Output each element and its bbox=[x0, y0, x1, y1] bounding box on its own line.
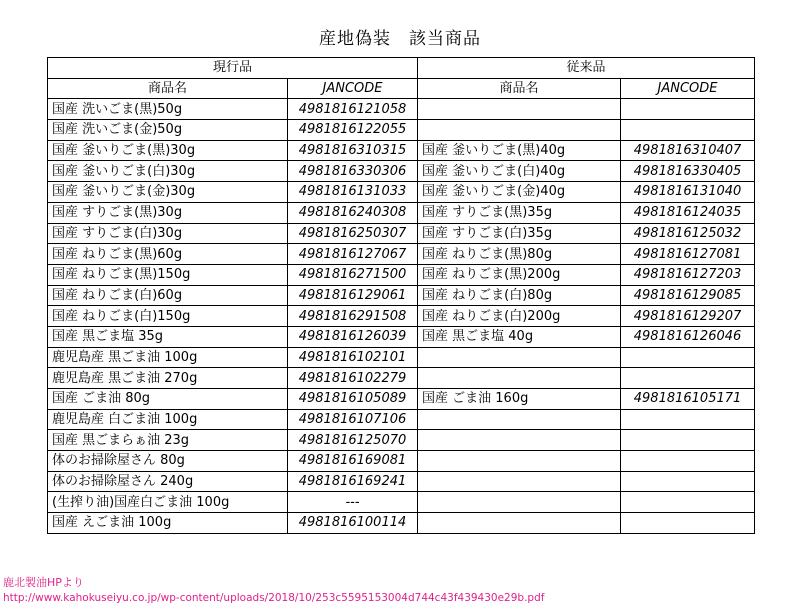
table-row bbox=[48, 264, 755, 285]
table-row bbox=[48, 99, 755, 120]
previous-jancode: 4981816125032 bbox=[621, 223, 755, 244]
previous-product-name bbox=[418, 430, 621, 451]
previous-product-name bbox=[418, 492, 621, 513]
current-jancode: 4981816122055 bbox=[288, 120, 418, 141]
previous-product-name bbox=[418, 409, 621, 430]
table-row bbox=[48, 223, 755, 244]
previous-jancode bbox=[621, 471, 755, 492]
table-row bbox=[48, 140, 755, 161]
current-jancode: 4981816126039 bbox=[288, 326, 418, 347]
table-row bbox=[48, 451, 755, 472]
current-product-name: 国産 洗いごま(黒)50g bbox=[48, 99, 288, 120]
previous-jancode bbox=[621, 99, 755, 120]
previous-jancode: 4981816310407 bbox=[621, 140, 755, 161]
table-row bbox=[48, 347, 755, 368]
current-jancode: 4981816102101 bbox=[288, 347, 418, 368]
current-jancode: 4981816240308 bbox=[288, 202, 418, 223]
previous-product-name: 国産 ねりごま(黒)200g bbox=[418, 264, 621, 285]
current-jancode: 4981816102279 bbox=[288, 368, 418, 389]
table-row bbox=[48, 306, 755, 327]
current-product-name: 国産 ねりごま(白)60g bbox=[48, 285, 288, 306]
table-row bbox=[48, 120, 755, 141]
current-product-name: 国産 釜いりごま(白)30g bbox=[48, 161, 288, 182]
previous-jancode bbox=[621, 430, 755, 451]
previous-product-name bbox=[418, 120, 621, 141]
current-product-name: 国産 ねりごま(黒)60g bbox=[48, 244, 288, 265]
document-title: 産地偽装 該当商品 bbox=[319, 29, 481, 49]
current-product-name: 国産 釜いりごま(黒)30g bbox=[48, 140, 288, 161]
previous-jancode-header: JANCODE bbox=[621, 78, 755, 99]
previous-product-name: 国産 ごま油 160g bbox=[418, 389, 621, 410]
previous-product-name bbox=[418, 347, 621, 368]
current-jancode: 4981816271500 bbox=[288, 264, 418, 285]
previous-jancode: 4981816126046 bbox=[621, 326, 755, 347]
previous-product-name: 国産 ねりごま(黒)80g bbox=[418, 244, 621, 265]
table-row bbox=[48, 368, 755, 389]
previous-jancode bbox=[621, 120, 755, 141]
table-row bbox=[48, 182, 755, 203]
current-product-name: 国産 ごま油 80g bbox=[48, 389, 288, 410]
current-jancode: 4981816310315 bbox=[288, 140, 418, 161]
table-row bbox=[48, 513, 755, 534]
current-product-name: (生搾り油)国産白ごま油 100g bbox=[48, 492, 288, 513]
previous-product-name bbox=[418, 368, 621, 389]
current-jancode: 4981816125070 bbox=[288, 430, 418, 451]
current-product-name: 国産 釜いりごま(金)30g bbox=[48, 182, 288, 203]
current-product-name: 国産 えごま油 100g bbox=[48, 513, 288, 534]
current-product-name: 鹿児島産 白ごま油 100g bbox=[48, 409, 288, 430]
previous-product-name bbox=[418, 513, 621, 534]
previous-jancode bbox=[621, 368, 755, 389]
table-row bbox=[48, 492, 755, 513]
current-jancode: 4981816105089 bbox=[288, 389, 418, 410]
previous-product-name: 国産 ねりごま(白)80g bbox=[418, 285, 621, 306]
previous-jancode bbox=[621, 347, 755, 368]
previous-jancode bbox=[621, 409, 755, 430]
previous-jancode bbox=[621, 492, 755, 513]
source-url[interactable]: http://www.kahokuseiyu.co.jp/wp-content/uploads/2018/10/253c5595153004d744c43f439430e29b.pdf bbox=[3, 592, 545, 604]
current-jancode: --- bbox=[288, 492, 418, 513]
previous-jancode: 4981816131040 bbox=[621, 182, 755, 203]
table-row bbox=[48, 471, 755, 492]
current-product-name: 国産 ねりごま(黒)150g bbox=[48, 264, 288, 285]
column-header-row bbox=[48, 78, 755, 99]
current-product-name: 鹿児島産 黒ごま油 100g bbox=[48, 347, 288, 368]
table-row bbox=[48, 326, 755, 347]
previous-name-header: 商品名 bbox=[418, 78, 621, 99]
previous-product-name: 国産 黒ごま塩 40g bbox=[418, 326, 621, 347]
table-row bbox=[48, 161, 755, 182]
table-row bbox=[48, 389, 755, 410]
current-product-name: 国産 洗いごま(金)50g bbox=[48, 120, 288, 141]
current-jancode: 4981816169241 bbox=[288, 471, 418, 492]
current-jancode-header: JANCODE bbox=[288, 78, 418, 99]
previous-jancode: 4981816105171 bbox=[621, 389, 755, 410]
previous-product-name: 国産 ねりごま(白)200g bbox=[418, 306, 621, 327]
previous-product-name bbox=[418, 471, 621, 492]
current-jancode: 4981816100114 bbox=[288, 513, 418, 534]
previous-jancode: 4981816124035 bbox=[621, 202, 755, 223]
source-note: 鹿北製油HPより bbox=[3, 576, 84, 589]
previous-product-name: 国産 すりごま(白)35g bbox=[418, 223, 621, 244]
current-product-name: 国産 すりごま(白)30g bbox=[48, 223, 288, 244]
current-jancode: 4981816330306 bbox=[288, 161, 418, 182]
current-jancode: 4981816107106 bbox=[288, 409, 418, 430]
previous-product-name: 国産 すりごま(黒)35g bbox=[418, 202, 621, 223]
current-jancode: 4981816121058 bbox=[288, 99, 418, 120]
current-jancode: 4981816127067 bbox=[288, 244, 418, 265]
current-jancode: 4981816131033 bbox=[288, 182, 418, 203]
current-product-name: 鹿児島産 黒ごま油 270g bbox=[48, 368, 288, 389]
previous-jancode: 4981816127203 bbox=[621, 264, 755, 285]
current-product-name: 国産 ねりごま(白)150g bbox=[48, 306, 288, 327]
previous-product-name bbox=[418, 99, 621, 120]
previous-product-name: 国産 釜いりごま(黒)40g bbox=[418, 140, 621, 161]
table-row bbox=[48, 202, 755, 223]
current-product-name: 体のお掃除屋さん 80g bbox=[48, 451, 288, 472]
current-jancode: 4981816169081 bbox=[288, 451, 418, 472]
previous-product-name: 国産 釜いりごま(金)40g bbox=[418, 182, 621, 203]
current-jancode: 4981816129061 bbox=[288, 285, 418, 306]
table-row bbox=[48, 244, 755, 265]
group-header-row bbox=[48, 58, 755, 79]
current-products-header: 現行品 bbox=[48, 58, 418, 79]
previous-jancode: 4981816127081 bbox=[621, 244, 755, 265]
previous-products-header: 従来品 bbox=[418, 58, 755, 79]
table-row bbox=[48, 409, 755, 430]
current-jancode: 4981816250307 bbox=[288, 223, 418, 244]
previous-product-name bbox=[418, 451, 621, 472]
current-product-name: 体のお掃除屋さん 240g bbox=[48, 471, 288, 492]
previous-jancode: 4981816330405 bbox=[621, 161, 755, 182]
current-name-header: 商品名 bbox=[48, 78, 288, 99]
previous-jancode bbox=[621, 451, 755, 472]
current-product-name: 国産 すりごま(黒)30g bbox=[48, 202, 288, 223]
previous-product-name: 国産 釜いりごま(白)40g bbox=[418, 161, 621, 182]
previous-jancode: 4981816129085 bbox=[621, 285, 755, 306]
table-row bbox=[48, 285, 755, 306]
product-table bbox=[47, 57, 755, 534]
current-product-name: 国産 黒ごま塩 35g bbox=[48, 326, 288, 347]
table-row bbox=[48, 430, 755, 451]
previous-jancode bbox=[621, 513, 755, 534]
current-product-name: 国産 黒ごまらぁ油 23g bbox=[48, 430, 288, 451]
previous-jancode: 4981816129207 bbox=[621, 306, 755, 327]
current-jancode: 4981816291508 bbox=[288, 306, 418, 327]
